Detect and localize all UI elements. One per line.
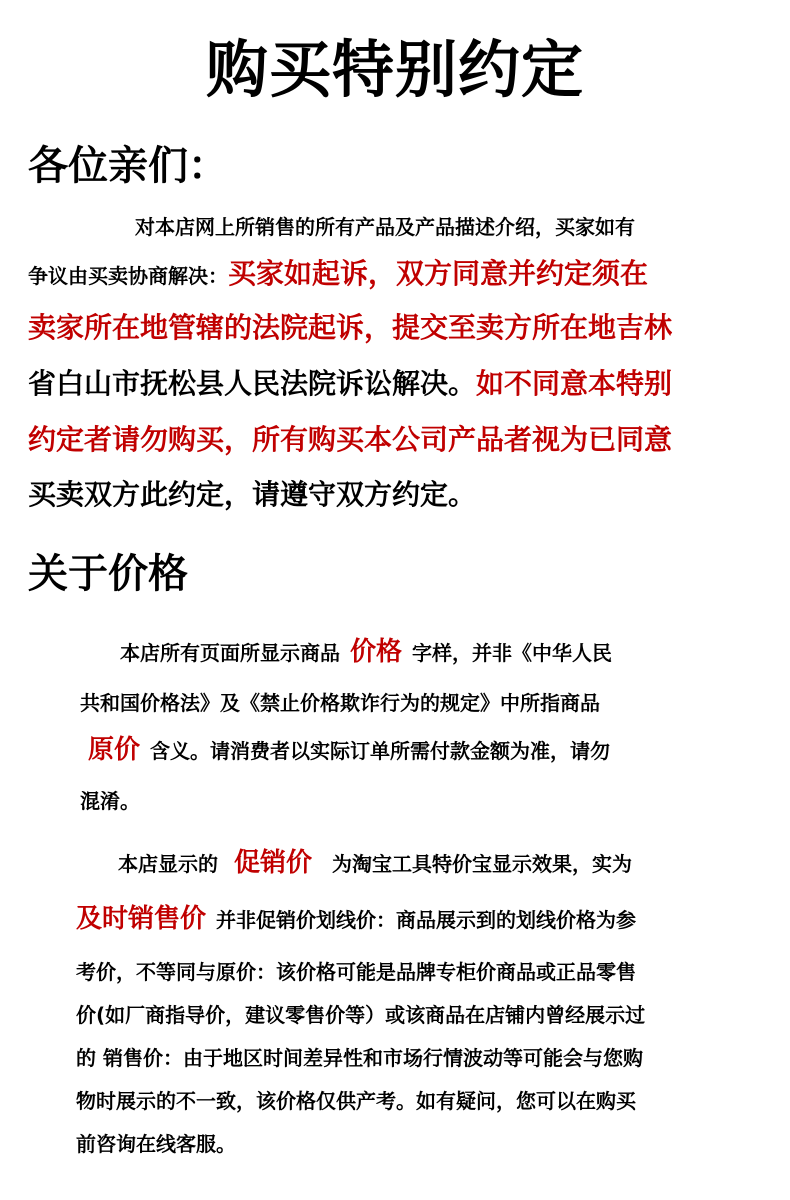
promo-text-cont: 为淘宝工具特价宝显示效果，实为 [332, 852, 633, 876]
price-text-cont: 字样，并非《中华人民 [412, 641, 613, 665]
original-price-text: 含义。请消费者以实际订单所需付款金额为准，请勿 [150, 739, 611, 763]
notice-line-2-text: 争议由买卖协商解决： [28, 264, 228, 288]
notice-line-4-highlight: 如不同意本特别 [476, 367, 673, 400]
price-para-2-line-5: 的 销售价：由于地区时间差异性和市场行情波动等可能会与您购 [76, 1046, 643, 1070]
price-para-1-line-3 [88, 730, 610, 770]
original-price-highlight: 原价 [88, 735, 141, 765]
price-para-1-line-4: 混淆。 [80, 789, 140, 813]
price-para-1-line-2: 共和国价格法》及《禁止价格欺诈行为的规定》中所指商品 [80, 691, 600, 715]
price-highlight: 价格 [350, 637, 403, 667]
notice-line-4 [28, 364, 672, 404]
notice-line-2-highlight: 买家如起诉，双方同意并约定须在 [228, 257, 649, 290]
price-para-2-line-7: 前咨询在线客服。 [76, 1132, 236, 1156]
promo-price-highlight: 促销价 [234, 848, 313, 878]
notice-line-6: 买卖双方此约定，请遵守双方约定。 [28, 478, 477, 511]
price-para-2-line-3: 考价，不等同与原价：该价格可能是品牌专柜价商品或正品零售 [76, 960, 636, 984]
notice-line-3: 卖家所在地管辖的法院起诉，提交至卖方所在地吉林 [28, 311, 673, 344]
price-para-2-line-6: 物时展示的不一致，该价格仅供产考。如有疑问，您可以在购买 [76, 1089, 636, 1113]
price-heading: 关于价格 [28, 551, 188, 597]
notice-line-4-text: 省白山市抚松县人民法院诉讼解决。 [28, 367, 477, 400]
price-para-2-line-1 [118, 843, 632, 883]
price-text: 本店所有页面所显示商品 [120, 641, 340, 665]
page-title: 购买特别约定 [205, 33, 584, 106]
price-para-1-line-1 [120, 632, 612, 672]
notice-line-5: 约定者请勿购买，所有购买本公司产品者视为已同意 [28, 423, 673, 456]
price-para-2-line-2 [76, 899, 636, 939]
notice-line-2 [28, 254, 648, 294]
instant-price-highlight: 及时销售价 [76, 904, 207, 934]
instant-price-text: 并非促销价划线价：商品展示到的划线价格为参 [216, 908, 637, 932]
price-para-2-line-4: 价(如厂商指导价，建议零售价等）或该商品在店铺内曾经展示过 [76, 1003, 646, 1027]
promo-text: 本店显示的 [118, 852, 218, 876]
notice-line-1: 对本店网上所销售的所有产品及产品描述介绍，买家如有 [135, 215, 635, 239]
greeting-heading: 各位亲们： [28, 143, 228, 189]
